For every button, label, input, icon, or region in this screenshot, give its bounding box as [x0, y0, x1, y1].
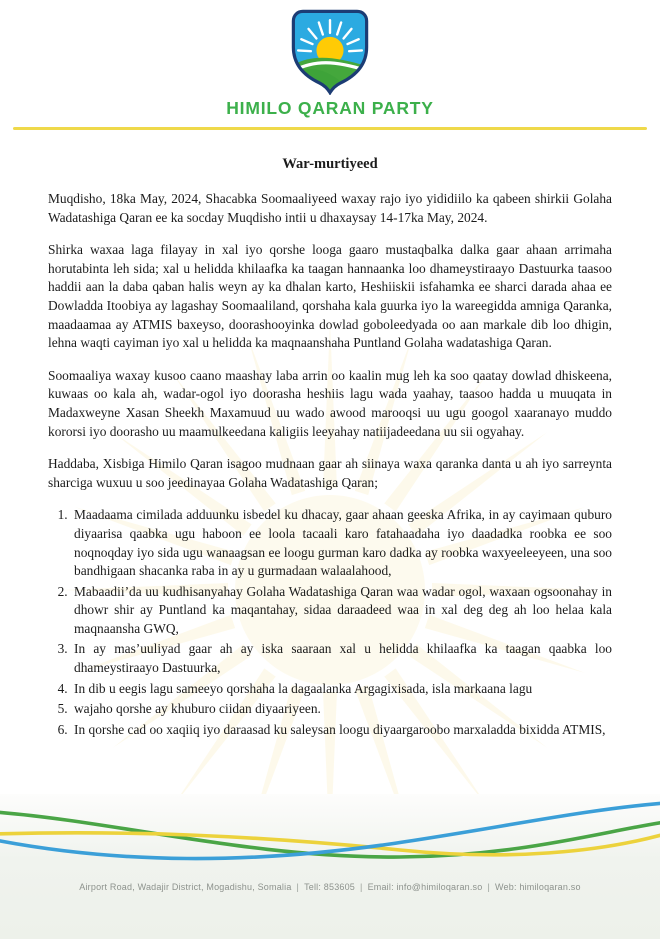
- paragraph-2: Shirka waxaa laga filayay in xal iyo qorshe looga gaaro mustaqbalka dalka gaar ahaan arrimaha horutabinta leh sida; xal u helidda khilaafka ka taagan hannaanka loo dhameystiraayo Dastuurka taasoo haddii aan la daba qaban halis weyn ay ka dhalan karto, Heshiiskii isfahamka ee sharci darada ahaa ee Dowladda Itoobiya ay lagashay Soomaaliland, qorshaha kala guurka iyo la wareegidda amniga Qaranka, maadaamaa ay ATMIS baxeyso, doorashooyinka dowlad goboleedyada oo aan markale dib loo dhigin, lehna waqti cayiman iyo xal u helidda ka maqnaanshaha Puntland Golaha wadatashiga Qaran.: [48, 242, 612, 351]
- letterhead: [0, 0, 660, 130]
- footer-address: Airport Road, Wadajir District, Mogadishu, Somalia: [79, 882, 292, 892]
- list-item-3: 3. In ay mas’uuliyad gaar ah ay iska saaraan xal u helidda khilaafka ka taagan qaabka loo dhameystiraayo Dastuurka,: [71, 640, 612, 677]
- document-title: War-murtiyeed: [282, 156, 378, 172]
- list-item-5: 5. wajaho qorshe ay khuburo ciidan diyaariyeen.: [71, 700, 612, 719]
- paragraph-1: Muqdisho, 18ka May, 2024, Shacabka Soomaaliyeed waxay rajo iyo yididiilo ka qabeen shirkii Golaha Wadatashiga Qaran ee ka socday Muqdisho intii u dhaxaysay 14-17ka May, 2024.: [48, 191, 612, 225]
- footer-separator: |: [487, 882, 491, 892]
- footer-web: Web: himiloqaran.so: [495, 882, 581, 892]
- footer-separator: |: [360, 882, 363, 892]
- list-item-4: 4. In dib u eegis lagu sameeyo qorshaha la dagaalanka Argagixisada, isla markaana lagu: [71, 680, 612, 699]
- list-item-6: 6. In qorshe cad oo xaqiiq iyo daraasad ku saleysan loogu diyaargaroobo marxaladda bixidda ATMIS,: [71, 721, 612, 740]
- document-body: [48, 156, 612, 739]
- footer: [0, 794, 660, 939]
- footer-waves-decoration: [0, 794, 660, 870]
- paragraph-3: Soomaaliya waxay kusoo caano maashay laba arrin oo kaalin mug leh ka soo qaatay dowlad dhiskeena, kuwaas oo kala ah, wadar-ogol iyo doorasha heshiis lagu wada yaahay, taasoo hadda u muuqata in Madaxweyne Xasan Sheekh Maxamuud uu wado awood marooqsi uu ugu googol xaaranayo muddo kororsi iyo doorasho uu maamulkeedana kaligiis leeyahay natiijadeedana uu sii ogyahay.: [48, 367, 612, 439]
- list-item-2: 2. Mabaadii’da uu kudhisanyahay Golaha Wadatashiga Qaran waa wadar ogol, waxaan ogsoonahay in dhowr shir ay Puntland ka maqantahay, sidaa daraadeed waa in xal deg deg ah loo helaa kala maqnaansha GWQ,: [71, 583, 612, 639]
- list-item-1: 1. Maadaama cimilada adduunku isbedel ku dhacay, gaar ahaan geeska Afrika, in ay cayimaan quburo diyaarisa qaabka ugu haboon ee loola tacaali karo fatahaadaha iyo daadadka roobka ee soo noqnoqday iyo sida ugu wanaagsan ee loogu gurman karo dadka ay roobka waxyeeleeyeen, una soo bandhigaan shacanka raba in ay u gurmadaan walaalahood,: [71, 506, 612, 580]
- footer-email: Email: info@himiloqaran.so: [367, 882, 483, 892]
- party-name: HIMILO QARAN PARTY: [226, 98, 434, 118]
- paragraph-4: Haddaba, Xisbiga Himilo Qaran isagoo mudnaan gaar ah siinaya waxa qaranka danta u ah iyo sarreynta sharciga wuxuu u soo jeedinayaa Golaha Wadatashiga Qaran;: [48, 456, 612, 490]
- numbered-list: [48, 506, 612, 739]
- footer-separator: |: [296, 882, 300, 892]
- footer-contact-line: [0, 882, 660, 892]
- footer-tel: Tell: 853605: [304, 882, 356, 892]
- header-divider-line: [13, 127, 647, 130]
- party-logo-icon: [290, 9, 370, 95]
